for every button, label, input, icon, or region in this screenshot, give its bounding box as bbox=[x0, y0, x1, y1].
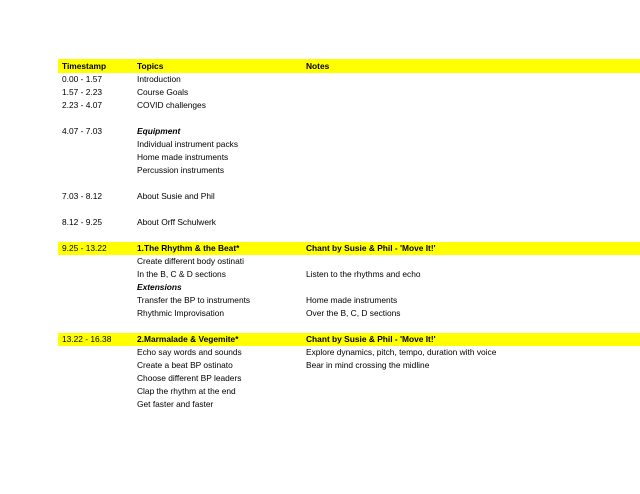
topic-cell[interactable]: Introduction bbox=[137, 74, 181, 84]
table-row bbox=[58, 86, 640, 99]
timestamp-cell[interactable]: 1.57 - 2.23 bbox=[62, 87, 103, 97]
notes-cell[interactable]: Chant by Susie & Phil - 'Move It!' bbox=[306, 334, 436, 344]
topic-cell[interactable]: Course Goals bbox=[137, 87, 189, 97]
table-row bbox=[58, 385, 640, 398]
table-row bbox=[58, 398, 640, 411]
topic-cell[interactable]: Rhythmic Improvisation bbox=[137, 308, 225, 318]
table-row bbox=[58, 73, 640, 86]
empty-row[interactable] bbox=[58, 177, 640, 190]
timestamp-cell[interactable]: 8.12 - 9.25 bbox=[62, 217, 103, 227]
table-row bbox=[58, 372, 640, 385]
table-row bbox=[58, 268, 640, 281]
empty-row[interactable] bbox=[58, 320, 640, 333]
topic-cell[interactable]: Choose different BP leaders bbox=[137, 373, 242, 383]
notes-cell[interactable]: Explore dynamics, pitch, tempo, duration with voice bbox=[306, 347, 497, 357]
timestamp-cell[interactable]: 0.00 - 1.57 bbox=[62, 74, 103, 84]
topic-cell[interactable]: Create different body ostinati bbox=[137, 256, 244, 266]
table-row bbox=[58, 255, 640, 268]
timestamp-column-header[interactable]: Timestamp bbox=[62, 61, 107, 71]
notes-cell[interactable]: Home made instruments bbox=[306, 295, 398, 305]
table-row bbox=[58, 346, 640, 359]
table-row bbox=[58, 294, 640, 307]
table-row bbox=[58, 216, 640, 229]
topic-cell[interactable]: 2.Marmalade & Vegemite* bbox=[137, 334, 239, 344]
topic-cell[interactable]: Transfer the BP to instruments bbox=[137, 295, 251, 305]
topic-cell[interactable]: Echo say words and sounds bbox=[137, 347, 242, 357]
spreadsheet bbox=[58, 59, 640, 411]
topic-cell[interactable]: Individual instrument packs bbox=[137, 139, 239, 149]
empty-row[interactable] bbox=[58, 112, 640, 125]
timestamp-cell[interactable]: 7.03 - 8.12 bbox=[62, 191, 103, 201]
empty-row[interactable] bbox=[58, 229, 640, 242]
table-row bbox=[58, 125, 640, 138]
notes-cell[interactable]: Over the B, C, D sections bbox=[306, 308, 401, 318]
topic-cell[interactable]: Home made instruments bbox=[137, 152, 229, 162]
notes-cell[interactable]: Listen to the rhythms and echo bbox=[306, 269, 421, 279]
topic-cell[interactable]: About Susie and Phil bbox=[137, 191, 215, 201]
topic-cell[interactable]: About Orff Schulwerk bbox=[137, 217, 216, 227]
table-row bbox=[58, 164, 640, 177]
topic-cell[interactable]: Extensions bbox=[137, 282, 182, 292]
table-row bbox=[58, 138, 640, 151]
topic-cell[interactable]: Equipment bbox=[137, 126, 181, 136]
topic-cell[interactable]: In the B, C & D sections bbox=[137, 269, 226, 279]
notes-cell[interactable]: Bear in mind crossing the midline bbox=[306, 360, 430, 370]
topic-cell[interactable]: COVID challenges bbox=[137, 100, 206, 110]
topics-column-header[interactable]: Topics bbox=[137, 61, 164, 71]
timestamp-cell[interactable]: 9.25 - 13.22 bbox=[62, 243, 107, 253]
table-row bbox=[58, 281, 640, 294]
topic-cell[interactable]: Clap the rhythm at the end bbox=[137, 386, 236, 396]
topic-cell[interactable]: Get faster and faster bbox=[137, 399, 214, 409]
table-row bbox=[58, 307, 640, 320]
empty-row[interactable] bbox=[58, 203, 640, 216]
topic-cell[interactable]: 1.The Rhythm & the Beat* bbox=[137, 243, 240, 253]
table-row bbox=[58, 151, 640, 164]
timestamp-cell[interactable]: 4.07 - 7.03 bbox=[62, 126, 103, 136]
header-row bbox=[58, 59, 640, 73]
timestamp-cell[interactable]: 13.22 - 16.38 bbox=[62, 334, 112, 344]
table-row bbox=[58, 190, 640, 203]
highlighted-row bbox=[58, 333, 640, 346]
table-row bbox=[58, 359, 640, 372]
table-row bbox=[58, 99, 640, 112]
timestamp-cell[interactable]: 2.23 - 4.07 bbox=[62, 100, 103, 110]
notes-column-header[interactable]: Notes bbox=[306, 61, 330, 71]
topic-cell[interactable]: Percussion instruments bbox=[137, 165, 225, 175]
highlighted-row bbox=[58, 242, 640, 255]
notes-cell[interactable]: Chant by Susie & Phil - 'Move It!' bbox=[306, 243, 436, 253]
topic-cell[interactable]: Create a beat BP ostinato bbox=[137, 360, 233, 370]
